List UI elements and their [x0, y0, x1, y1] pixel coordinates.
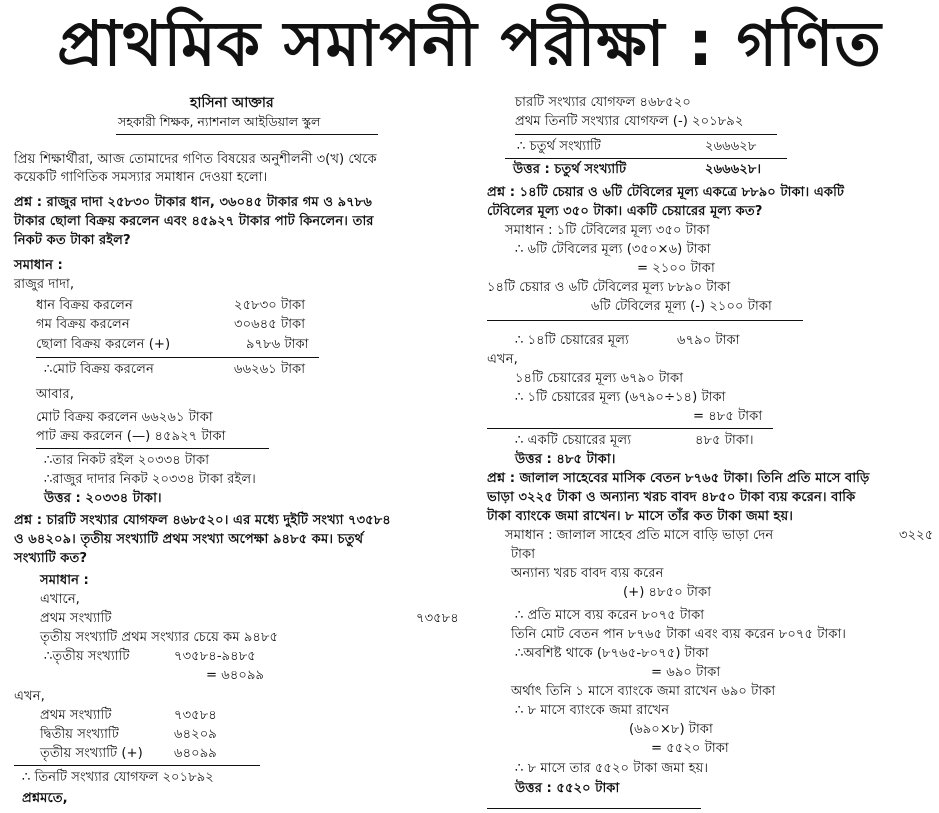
- q4-line: = ৫৫২০ টাকা: [651, 741, 729, 756]
- q2-question-line: সংখ্যাটি কত?: [14, 551, 88, 566]
- q1-row-value: ৯৭৮৬ টাকা: [246, 337, 309, 352]
- q3-answer: উত্তর : ৪৮৫ টাকা।: [515, 452, 616, 467]
- q2-answer-value: ২৬৬৬২৮।: [705, 162, 762, 177]
- q4-answer: উত্তর : ৫৫২০ টাকা: [515, 781, 620, 796]
- q2-third-label: ∴তৃতীয় সংখ্যাটি: [44, 649, 130, 664]
- q2-line: এখন,: [14, 689, 45, 704]
- q2-question-line: প্রশ্ন : চারটি সংখ্যার যোগফল ৪৬৮৫২০। এর মধ্যে দুইটি সংখ্যা ৭৩৫৮৪: [14, 513, 391, 528]
- q4-value: ৩২২৫: [899, 528, 934, 543]
- sum-rule: [487, 320, 803, 321]
- q3-value: ৪৮৫ টাকা।: [695, 433, 754, 448]
- q1-line: পাট ক্রয় করলেন (—) ৪৫৯২৭ টাকা: [36, 429, 226, 444]
- q4-line: টাকা: [511, 547, 536, 562]
- q1-question-line: টাকার ছোলা বিক্রয় করলেন এবং ৪৫৯২৭ টাকার পাট কিনলেন। তার: [14, 214, 374, 229]
- q1-total-value: ৬৬২৬১ টাকা: [234, 362, 306, 377]
- author-role: সহকারী শিক্ষক, ন্যাশনাল আইডিয়াল স্কুল: [118, 114, 321, 129]
- q2-line: চারটি সংখ্যার যোগফল ৪৬৮৫২০: [515, 95, 691, 110]
- q1-line: রাজুর দাদা,: [14, 277, 75, 292]
- q4-line: (৬৯০×৮) টাকা: [629, 722, 713, 737]
- q3-line: ১৪টি চেয়ার ও ৬টি টেবিলের মূল্য ৮৮৯০ টাকা: [487, 280, 731, 295]
- q4-line: অর্থাৎ তিনি ১ মাসে ব্যাংকে জমা রাখেন ৬৯০ টাকা: [511, 684, 776, 699]
- q4-line: ∴অবশিষ্ট থাকে (৮৭৬৫-৮০৭৫) টাকা: [515, 646, 709, 661]
- q2-first-value: ৭৩৫৮৪: [416, 611, 459, 626]
- q2-solution-label: সমাধান :: [40, 573, 89, 588]
- q3-line: ∴ ১টি চেয়ারের মূল্য (৬৭৯০÷১৪) টাকা: [515, 390, 726, 405]
- q4-question-line: টাকা ব্যাংকে জমা রাখেন। ৮ মাসে তাঁর কত টাকা জমা হয়।: [487, 509, 793, 524]
- end-rule: [487, 808, 701, 809]
- q4-line: তিনি মোট বেতন পান ৮৭৬৫ টাকা এবং ব্যয় করেন ৮০৭৫ টাকা।: [511, 627, 847, 642]
- q4-line: ∴ ৮ মাসে ব্যাংকে জমা রাখেন: [515, 703, 670, 718]
- q2-fourth-label: ∴ চতুর্থ সংখ্যাটি: [517, 139, 601, 154]
- q1-answer: উত্তর : ২০৩৩৪ টাকা।: [44, 491, 162, 506]
- q3-line: সমাধান : ১টি টেবিলের মূল্য ৩৫০ টাকা: [505, 223, 710, 238]
- q3-line: = ৪৮৫ টাকা: [693, 409, 763, 424]
- q2-list-label: তৃতীয় সংখ্যাটি (+): [40, 746, 143, 761]
- q4-line: অন্যান্য খরচ বাবদ ব্যয় করেন: [511, 566, 664, 581]
- q4-line: = ৬৯০ টাকা: [651, 665, 721, 680]
- q1-row-label: গম বিক্রয় করলেন: [36, 317, 130, 332]
- author-underline: [116, 134, 378, 135]
- q2-question-line: ও ৬৪২০৯। তৃতীয় সংখ্যাটি প্রথম সংখ্যা অপেক্ষা ৯৪৮৫ কম। চতুর্থ: [14, 532, 364, 547]
- q3-question-line: টেবিলের মূল্য ৩৫০ টাকা। একটি চেয়ারের মূল্য কত?: [487, 204, 763, 219]
- q1-total-label: ∴মোট বিক্রয় করলেন: [44, 362, 154, 377]
- q1-line: মোট বিক্রয় করলেন ৬৬২৬১ টাকা: [36, 410, 213, 425]
- q2-line: এখানে,: [40, 592, 80, 607]
- q1-question-line: নিকট কত টাকা রইল?: [14, 233, 131, 248]
- sum-rule: [14, 765, 260, 766]
- q3-value: ৬৭৯০ টাকা: [677, 333, 740, 348]
- sum-rule: [487, 428, 773, 429]
- q4-line: ∴ প্রতি মাসে ব্যয় করেন ৮০৭৫ টাকা: [515, 608, 705, 623]
- q4-question-line: ভাড়া ৩২২৫ টাকা ও অন্যান্য খরচ বাবদ ৪৮৫০ টাকা ব্যয় করেন। বাকি: [487, 490, 856, 505]
- q1-row-label: ধান বিক্রয় করলেন: [36, 298, 133, 313]
- q3-line: ১৪টি চেয়ারের মূল্য ৬৭৯০ টাকা: [515, 371, 684, 386]
- q2-third-value: ৭৩৫৮৪-৯৪৮৫: [174, 649, 256, 664]
- q1-line: ∴তার নিকট রইল ২০৩৩৪ টাকা: [44, 453, 210, 468]
- q3-line: এখন,: [487, 352, 518, 367]
- q4-line: ∴ ৮ মাসে তার ৫৫২০ টাকা জমা হয়।: [515, 761, 709, 776]
- intro-line: প্রিয় শিক্ষার্থীরা, আজ তোমাদের গণিত বিষয়ের অনুশীলনী ৩(খ) থেকে: [14, 152, 377, 167]
- q1-line: ∴রাজুর দাদার নিকট ২০৩৩৪ টাকা রইল।: [44, 472, 256, 487]
- sum-rule: [36, 448, 269, 449]
- q2-per-question: প্রশ্নমতে,: [22, 791, 68, 806]
- q1-row-label: ছোলা বিক্রয় করলেন (+): [36, 337, 171, 352]
- q1-question-line: প্রশ্ন : রাজুর দাদা ২৫৮৩০ টাকার ধান, ৩৬০৪৫ টাকার গম ও ৯৭৮৬: [14, 195, 372, 210]
- q1-row-value: ৩০৬৪৫ টাকা: [234, 317, 306, 332]
- author-name: হাসিনা আক্তার: [190, 95, 274, 111]
- q2-sum3: ∴ তিনটি সংখ্যার যোগফল ২০১৮৯২: [22, 770, 214, 785]
- q1-row-value: ২৫৮৩০ টাকা: [234, 298, 306, 313]
- q4-line: (+) ৪৮৫০ টাকা: [623, 585, 712, 600]
- q3-line: ∴ একটি চেয়ারের মূল্য: [515, 433, 632, 448]
- q1-solution-label: সমাধান :: [14, 258, 63, 273]
- q3-line: ∴ ৬টি টেবিলের মূল্য (৩৫০×৬) টাকা: [515, 242, 711, 257]
- q2-list-label: প্রথম সংখ্যাটি: [40, 708, 112, 723]
- q4-question-line: প্রশ্ন : জালাল সাহেবের মাসিক বেতন ৮৭৬৫ টাকা। তিনি প্রতি মাসে বাড়ি: [487, 471, 870, 486]
- q3-line: ৬টি টেবিলের মূল্য (-) ২১০০ টাকা: [591, 299, 772, 314]
- q2-list-value: ৬৪০৯৯: [174, 746, 217, 761]
- sum-rule: [36, 357, 319, 358]
- q4-line: সমাধান : জালাল সাহেব প্রতি মাসে বাড়ি ভাড়া দেন: [505, 528, 774, 543]
- sum-rule: [515, 134, 777, 135]
- q2-third-result: = ৬৪০৯৯: [206, 668, 265, 683]
- q3-line: = ২১০০ টাকা: [637, 261, 715, 276]
- page-title: প্রাথমিক সমাপনী পরীক্ষা : গণিত: [57, 7, 882, 80]
- q2-first-label: প্রথম সংখ্যাটি: [40, 611, 112, 626]
- q3-question-line: প্রশ্ন : ১৪টি চেয়ার ও ৬টি টেবিলের মূল্য একত্রে ৮৮৯০ টাকা। একটি: [487, 185, 845, 200]
- q2-answer: উত্তর : চতুর্থ সংখ্যাটি: [513, 162, 627, 177]
- q1-line: আবার,: [36, 387, 74, 402]
- q2-line: প্রথম তিনটি সংখ্যার যোগফল (-) ২০১৮৯২: [515, 114, 744, 129]
- q2-list-value: ৬৪২০৯: [174, 727, 217, 742]
- q3-line: ∴ ১৪টি চেয়ারের মূল্য: [515, 333, 629, 348]
- q2-list-value: ৭৩৫৮৪: [174, 708, 217, 723]
- q2-fourth-value: ২৬৬৬২৮: [705, 139, 757, 154]
- q2-list-label: দ্বিতীয় সংখ্যাটি: [40, 727, 119, 742]
- intro-line: কয়েকটি গাণিতিক সমস্যার সমাধান দেওয়া হলো।: [14, 170, 268, 185]
- q2-line: তৃতীয় সংখ্যাটি প্রথম সংখ্যার চেয়ে কম ৯৪৮৫: [40, 630, 279, 645]
- sum-rule: [505, 158, 787, 159]
